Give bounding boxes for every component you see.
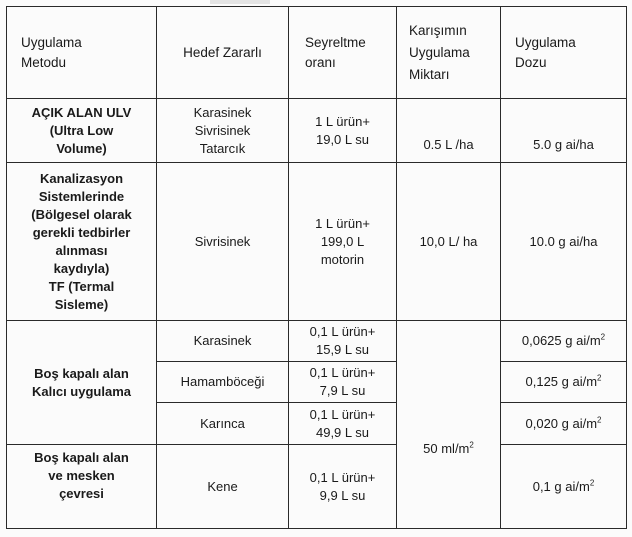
target-value: Sivrisinek (194, 233, 251, 249)
tick-dilution (289, 445, 397, 529)
dilution-line: 0,1 L ürün+ (309, 469, 376, 485)
dose-superscript: 2 (600, 332, 606, 342)
method-line: Sisleme) (54, 296, 109, 312)
header-dilution-line: Seyreltme (305, 34, 366, 50)
dose-superscript: 2 (597, 415, 602, 425)
dilution-line: 9,9 L su (319, 487, 366, 503)
target-line: Tatarcık (199, 140, 246, 156)
residual-target-1 (157, 321, 289, 362)
dilution-line: motorin (320, 251, 365, 267)
dose-superscript: 2 (589, 478, 595, 488)
header-mix-line: Karışımın (409, 22, 467, 38)
method-line: çevresi (59, 486, 104, 501)
dilution-line: 19,0 L su (315, 131, 369, 147)
mix-value: 0.5 L /ha (423, 137, 474, 152)
ulv-dilution (289, 99, 397, 163)
dilution-line: 199,0 L (320, 233, 365, 249)
target-line: Karasinek (193, 104, 252, 120)
residual-dose-2 (501, 362, 627, 403)
header-row (7, 7, 627, 99)
header-method (7, 7, 157, 99)
header-target (157, 7, 289, 99)
scan-artifact (210, 0, 270, 4)
sewer-dilution (289, 163, 397, 321)
dose-superscript: 2 (597, 373, 602, 383)
header-method-line: Uygulama (21, 34, 82, 50)
residual-target-3 (157, 403, 289, 445)
sewer-method (7, 163, 157, 321)
header-dose-line: Dozu (515, 54, 547, 70)
method-line: Kanalizasyon (39, 170, 124, 186)
header-target-label: Hedef Zararlı (183, 44, 262, 60)
dilution-line: 0,1 L ürün+ (309, 324, 376, 339)
dilution-line: 0,1 L ürün+ (309, 365, 376, 380)
dose-value: 0,0625 g ai/m (521, 333, 601, 348)
sewer-target (157, 163, 289, 321)
residual-dilution-1 (289, 321, 397, 362)
row-sewer (7, 163, 627, 321)
mix-superscript: 2 (469, 440, 474, 450)
application-table (6, 6, 627, 529)
dose-value: 0,1 g ai/m (532, 478, 590, 494)
header-dilution-line: oranı (305, 54, 336, 70)
target-value: Hamamböceği (180, 374, 265, 389)
row-residual-1 (7, 321, 627, 362)
header-dilution (289, 7, 397, 99)
tick-dose (501, 445, 627, 529)
method-line: (Ultra Low (49, 122, 114, 138)
method-line: kaydıyla) (53, 260, 110, 276)
target-value: Kene (207, 478, 238, 494)
target-line: Sivrisinek (194, 122, 251, 138)
header-mix-amount (397, 7, 501, 99)
dose-value: 0,020 g ai/m (525, 415, 598, 431)
dilution-line: 1 L ürün+ (315, 113, 370, 129)
row-tick (7, 445, 627, 529)
tick-target (157, 445, 289, 529)
method-line: gerekli tedbirler (32, 224, 131, 240)
sewer-mix (397, 163, 501, 321)
dilution-line: 0,1 L ürün+ (309, 406, 376, 422)
method-line: alınması (55, 242, 108, 258)
ulv-target (157, 99, 289, 163)
dilution-line: 15,9 L su (315, 342, 369, 357)
header-mix-line: Uygulama (409, 44, 470, 60)
residual-dose-3 (501, 403, 627, 445)
mix-value: 10,0 L/ ha (419, 233, 478, 249)
dilution-line: 1 L ürün+ (315, 215, 370, 231)
residual-method (7, 321, 157, 445)
row-ulv (7, 99, 627, 163)
dose-value: 5.0 g ai/ha (533, 137, 594, 152)
ulv-mix (397, 99, 501, 163)
dose-value: 0,125 g ai/m (525, 374, 598, 389)
residual-target-2 (157, 362, 289, 403)
method-line: Sistemlerinde (38, 188, 125, 204)
method-line: TF (Termal (48, 278, 115, 294)
sewer-dose (501, 163, 627, 321)
residual-dilution-3 (289, 403, 397, 445)
dilution-line: 49,9 L su (315, 424, 369, 440)
residual-dilution-2 (289, 362, 397, 403)
method-line: Volume) (56, 140, 107, 156)
method-line: AÇIK ALAN ULV (31, 104, 132, 120)
target-value: Karınca (200, 415, 245, 431)
ulv-dose (501, 99, 627, 163)
header-mix-line: Miktarı (409, 66, 450, 82)
header-dose-line: Uygulama (515, 34, 576, 50)
dose-value: 10.0 g ai/ha (529, 233, 598, 249)
residual-dose-1 (501, 321, 627, 362)
method-line: Boş kapalı alan (34, 450, 129, 465)
dilution-line: 7,9 L su (319, 383, 366, 398)
method-line: Kalıcı uygulama (32, 383, 131, 399)
mix-value: 50 ml/m (423, 441, 470, 456)
header-dose (501, 7, 627, 99)
ulv-method (7, 99, 157, 163)
method-line: (Bölgesel olarak (31, 206, 132, 222)
method-line: Boş kapalı alan (34, 365, 129, 381)
header-method-line: Metodu (21, 54, 67, 70)
method-line: ve mesken (48, 468, 115, 483)
target-value: Karasinek (193, 333, 252, 348)
residual-mix (397, 321, 501, 529)
tick-method (7, 445, 157, 529)
